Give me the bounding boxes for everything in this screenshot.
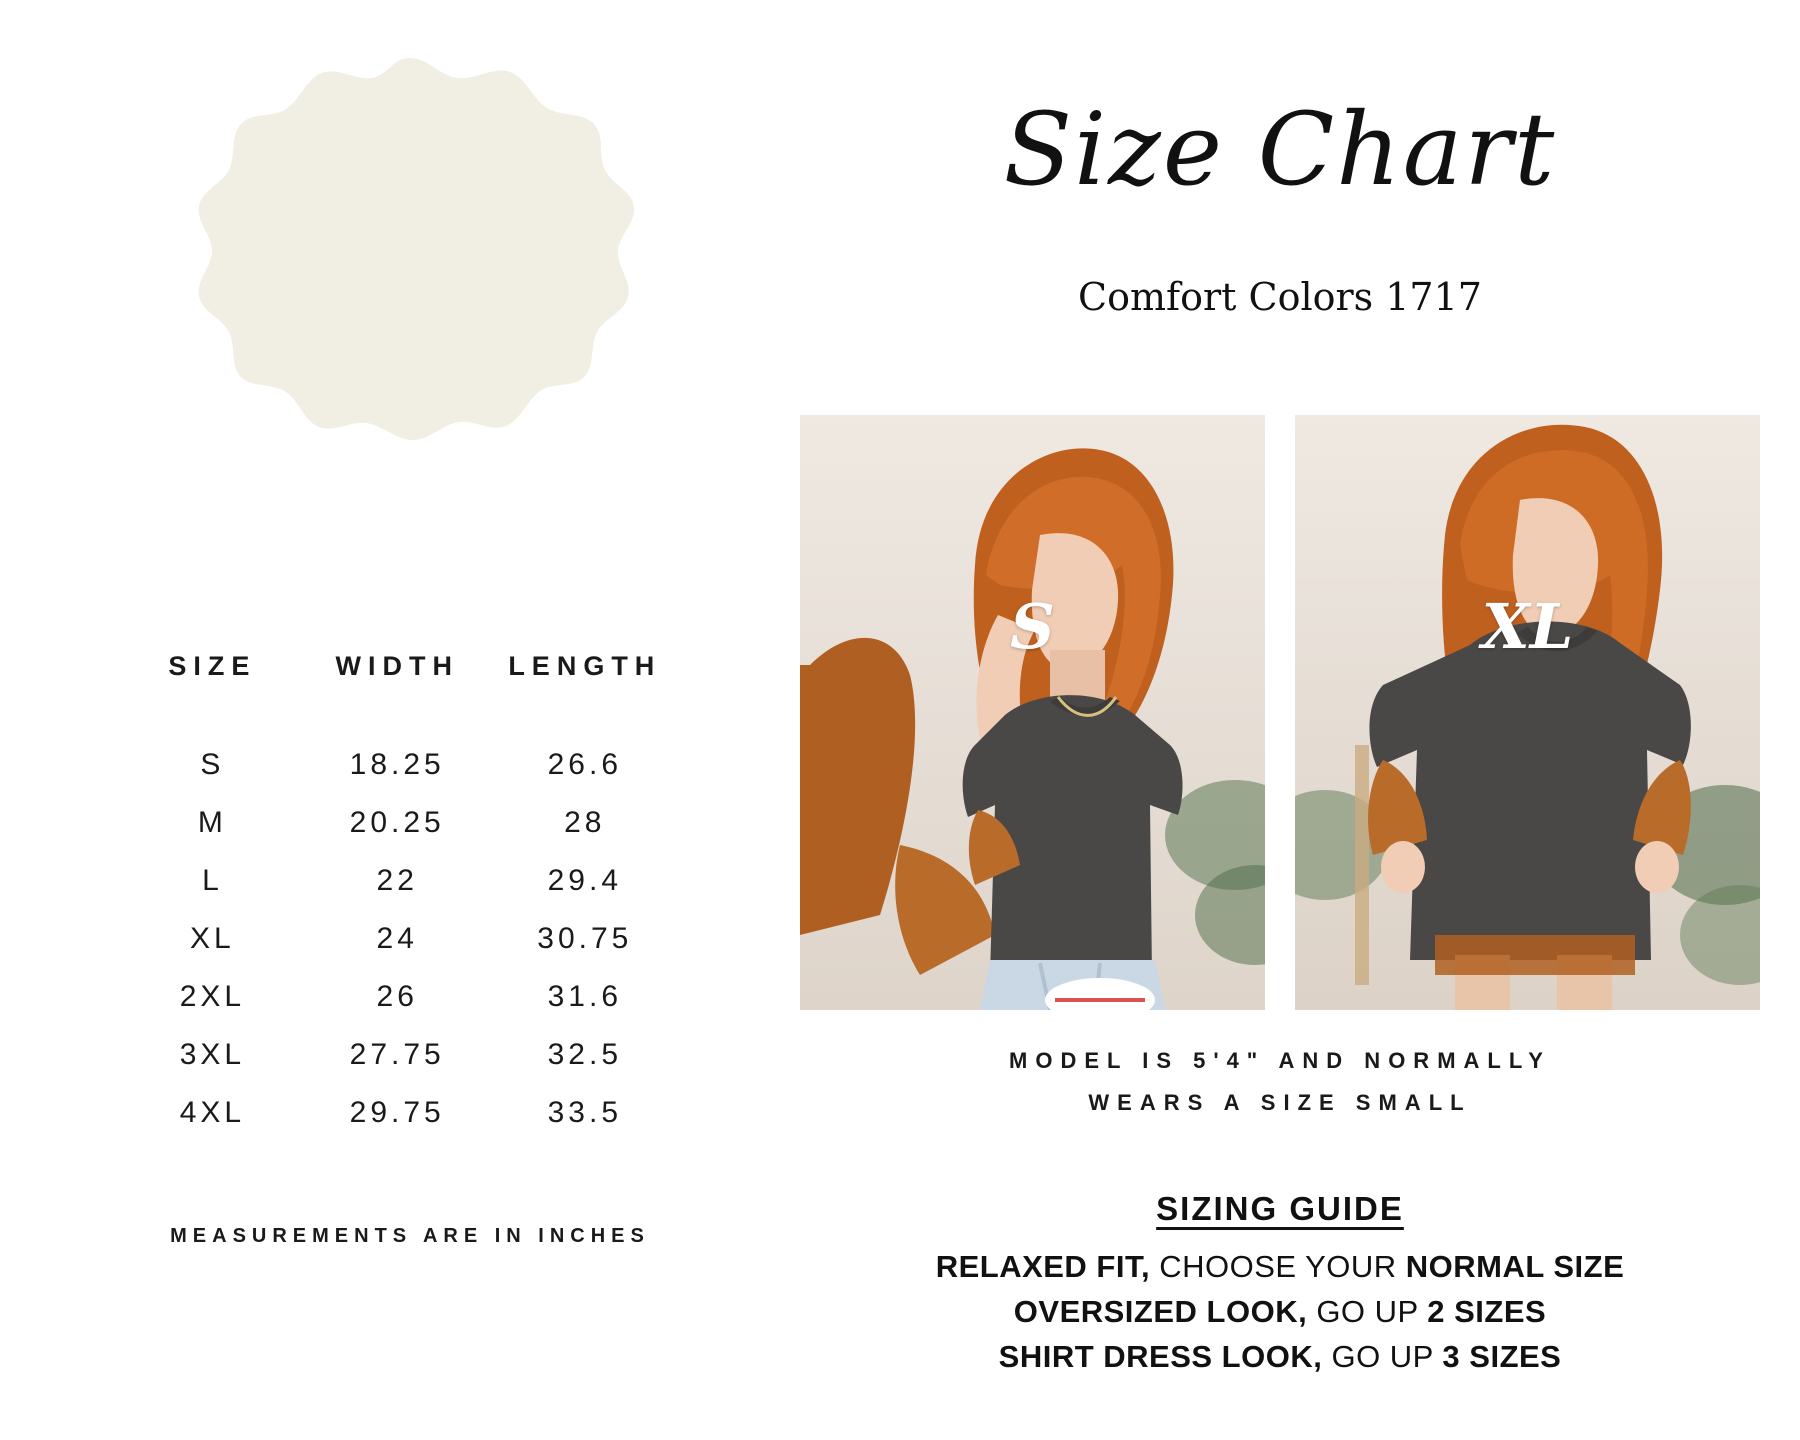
table-row	[120, 852, 680, 910]
cell-width: 18.25	[349, 748, 445, 781]
guide-lead: SHIRT DRESS LOOK,	[998, 1338, 1323, 1374]
cell-size: 2XL	[179, 980, 246, 1013]
sizing-guide-line	[800, 1335, 1760, 1380]
model-wearing-size-small	[800, 415, 1265, 1010]
table-row	[120, 1084, 680, 1142]
cell-length: 28	[564, 806, 606, 839]
guide-lead: OVERSIZED LOOK,	[1013, 1293, 1308, 1329]
guide-tail: GO UP	[1307, 1293, 1428, 1329]
page-title: Size Chart	[1003, 91, 1557, 208]
measurements-note: MEASUREMENTS ARE IN INCHES	[170, 1225, 650, 1247]
cell-size: 3XL	[179, 1038, 246, 1071]
guide-strong: NORMAL SIZE	[1405, 1249, 1625, 1284]
cell-width: 22	[376, 864, 418, 897]
cell-width: 20.25	[349, 806, 445, 839]
guide-strong: 3 SIZES	[1442, 1338, 1562, 1374]
cell-size: S	[200, 748, 225, 781]
model-height-note	[800, 1040, 1760, 1124]
cell-length: 33.5	[547, 1096, 622, 1129]
size-table-container	[120, 650, 680, 1142]
guide-lead: RELAXED FIT,	[935, 1249, 1151, 1284]
column-header-length: LENGTH	[508, 651, 662, 681]
cell-width: 24	[376, 922, 418, 955]
cell-width: 27.75	[349, 1038, 445, 1071]
table-row	[120, 910, 680, 968]
cell-width: 26	[376, 980, 418, 1013]
guide-strong: 2 SIZES	[1427, 1293, 1547, 1329]
table-row	[120, 968, 680, 1026]
table-row	[120, 1026, 680, 1084]
cell-width: 29.75	[349, 1096, 445, 1129]
left-column	[0, 0, 760, 1440]
table-header-row	[120, 650, 680, 736]
cell-size: XL	[190, 922, 235, 955]
sizing-guide-lines	[800, 1245, 1760, 1380]
cell-size: L	[202, 864, 223, 897]
cell-length: 32.5	[547, 1038, 622, 1071]
sizing-guide-line	[800, 1290, 1760, 1335]
size-table-head	[120, 650, 680, 736]
column-header-width: WIDTH	[335, 651, 459, 681]
model-note-line-2: WEARS A SIZE SMALL	[1088, 1089, 1472, 1115]
page-subtitle: Comfort Colors 1717	[1078, 275, 1482, 319]
cell-size: M	[197, 806, 227, 839]
column-header-size: SIZE	[168, 651, 257, 681]
cell-length: 30.75	[537, 922, 633, 955]
model-wearing-size-xl	[1295, 415, 1760, 1010]
sizing-guide-title: SIZING GUIDE	[1156, 1190, 1404, 1227]
table-row	[120, 794, 680, 852]
photo-size-label: S	[1010, 590, 1055, 663]
model-note-line-1: MODEL IS 5'4" AND NORMALLY	[1009, 1048, 1551, 1073]
sizing-guide-line	[800, 1245, 1760, 1290]
cell-size: 4XL	[179, 1096, 246, 1129]
decorative-blob	[160, 50, 660, 550]
cell-length: 31.6	[547, 980, 622, 1013]
cell-length: 26.6	[547, 748, 622, 781]
right-column	[760, 0, 1800, 1440]
photo-size-label: XL	[1481, 590, 1574, 663]
size-table	[120, 650, 680, 1142]
guide-tail: GO UP	[1322, 1338, 1443, 1374]
cell-length: 29.4	[547, 864, 622, 897]
guide-tail: CHOOSE YOUR	[1150, 1249, 1406, 1284]
model-photos	[800, 415, 1760, 1010]
size-table-body	[120, 736, 680, 1142]
table-row	[120, 736, 680, 794]
